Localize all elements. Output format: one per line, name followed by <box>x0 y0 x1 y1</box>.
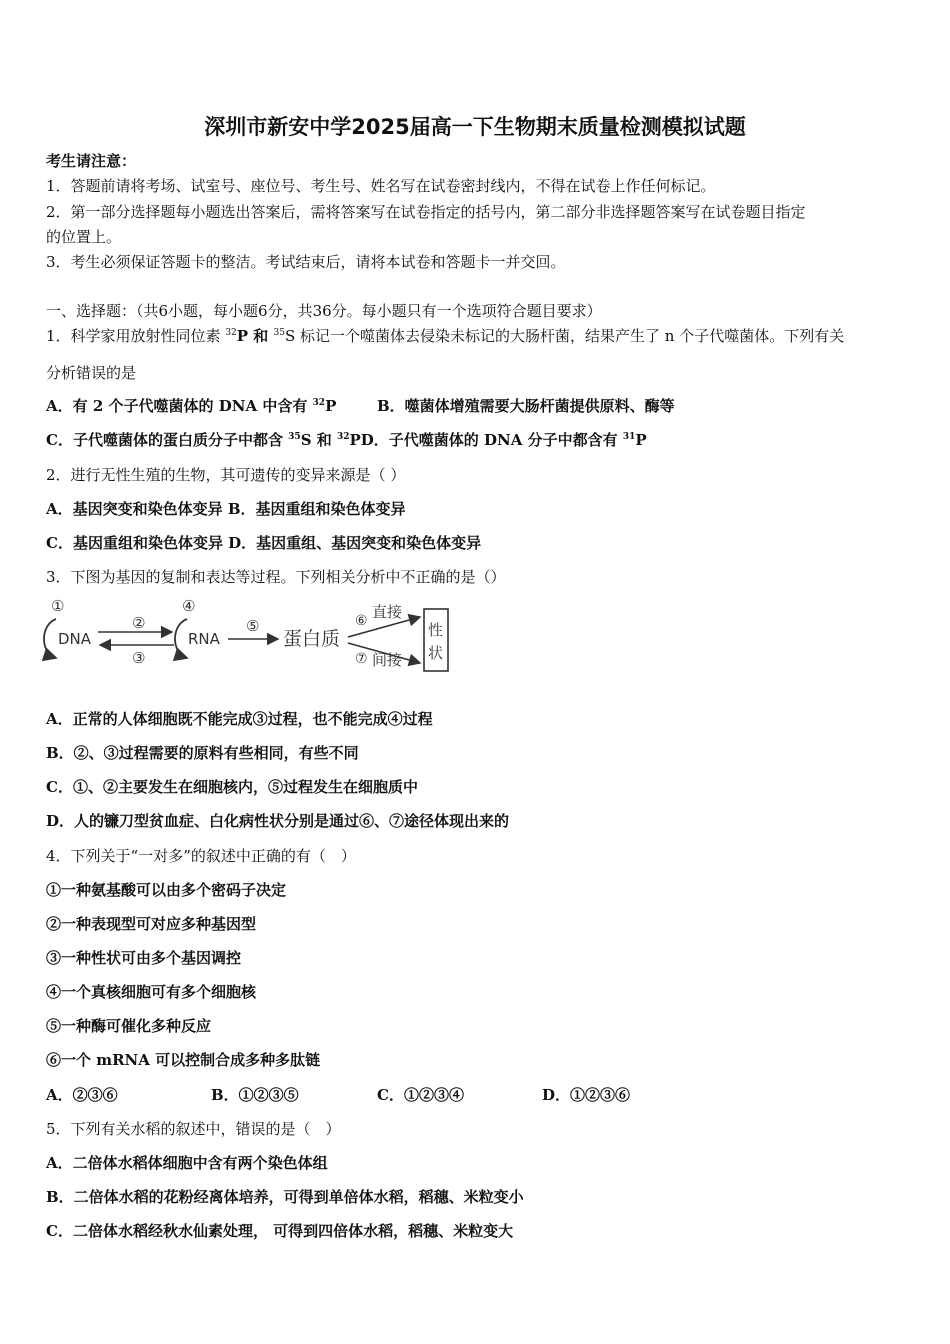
q1-d-text: D．子代噬菌体的 DNA 分子中都含有 <box>360 431 623 449</box>
q1-text-a: 1．科学家用放射性同位素 <box>46 327 226 345</box>
notice-item: 的位置上。 <box>46 228 122 246</box>
q4-statement: ②一种表现型可对应多种基因型 <box>46 915 257 933</box>
section-header: 一、选择题：（共6小题，每小题6分，共36分。每小题只有一个选项符合题目要求） <box>46 302 602 320</box>
q2-options-cd: C．基因重组和染色体变异 D．基因重组、基因突变和染色体变异 <box>46 534 482 552</box>
q1-option-a <box>46 396 336 416</box>
q1-c-text-end: P <box>349 431 361 449</box>
q1-d-sup: 31 <box>622 432 636 442</box>
q4-option-c: C．①②③④ <box>377 1086 464 1104</box>
label-direct: 直接 <box>372 603 403 621</box>
question-5-stem: 5．下列有关水稻的叙述中，错误的是（ ） <box>46 1120 341 1138</box>
label-protein: 蛋白质 <box>283 628 341 650</box>
q2-options-ab: A．基因突变和染色体变异 B．基因重组和染色体变异 <box>46 500 406 518</box>
q1-c-sup: 32 <box>336 432 350 442</box>
question-1-stem <box>46 326 844 346</box>
label-circle-3: ③ <box>132 649 146 667</box>
question-1-stem-cont: 分析错误的是 <box>46 364 137 382</box>
q1-sup: 35 <box>273 328 285 338</box>
q3-option-d: D．人的镰刀型贫血症、白化病性状分别是通过⑥、⑦途径体现出来的 <box>46 812 510 830</box>
q1-sup: 32 <box>225 328 237 338</box>
q5-option-a: A．二倍体水稻体细胞中含有两个染色体组 <box>46 1154 328 1172</box>
gene-expression-diagram <box>42 595 462 685</box>
q1-option-c <box>46 430 647 450</box>
q4-option-b: B．①②③⑤ <box>211 1086 299 1104</box>
q4-statement: ⑤一种酶可催化多种反应 <box>46 1017 212 1035</box>
q1-option-b: B．噬菌体增殖需要大肠杆菌提供原料、酶等 <box>377 397 675 415</box>
notice-heading: 考生请注意： <box>46 152 137 170</box>
q5-option-b: B．二倍体水稻的花粉经离体培养，可得到单倍体水稻，稻穗、米粒变小 <box>46 1188 524 1206</box>
label-circle-2: ② <box>132 614 146 632</box>
q1-c-text: C．子代噬菌体的蛋白质分子中都含 <box>46 431 289 449</box>
label-circle-7: ⑦ <box>355 651 368 667</box>
notice-item: 3．考生必须保证答题卡的整洁。考试结束后，请将本试卷和答题卡一并交回。 <box>46 253 566 271</box>
replication-loop-arrow <box>44 619 56 658</box>
label-circle-6: ⑥ <box>355 613 368 629</box>
q4-option-d: D．①②③⑥ <box>542 1086 631 1104</box>
q1-a-text-end: P <box>325 397 337 415</box>
q3-option-b: B．②、③过程需要的原料有些相同，有些不同 <box>46 744 359 762</box>
label-dna: DNA <box>58 630 92 648</box>
notice-item: 1．答题前请将考场、试室号、座位号、考生号、姓名写在试卷密封线内，不得在试卷上作任何标记。 <box>46 177 716 195</box>
q1-c-text-mid: S 和 <box>300 431 337 449</box>
label-circle-1: ① <box>51 597 65 615</box>
q3-option-a: A．正常的人体细胞既不能完成③过程，也不能完成④过程 <box>46 710 433 728</box>
q4-option-a: A．②③⑥ <box>46 1086 118 1104</box>
label-trait-2: 状 <box>428 644 444 662</box>
question-2-stem: 2．进行无性生殖的生物，其可遗传的变异来源是（ ） <box>46 466 406 484</box>
label-circle-5: ⑤ <box>246 617 260 635</box>
notice-item: 2．第一部分选择题每小题选出答案后，需将答案写在试卷指定的括号内，第二部分非选择题答案写在试卷题目指定 <box>46 203 806 221</box>
q4-statement: ①一种氨基酸可以由多个密码子决定 <box>46 881 287 899</box>
question-3-stem: 3．下图为基因的复制和表达等过程。下列相关分析中不正确的是（） <box>46 568 506 586</box>
q1-text-c: S 标记一个噬菌体去侵染未标记的大肠杆菌，结果产生了 n 个子代噬菌体。下列有关 <box>284 327 845 345</box>
q4-statement: ⑥一个 mRNA 可以控制合成多种多肽链 <box>46 1051 321 1069</box>
question-4-stem: 4．下列关于“一对多”的叙述中正确的有（ ） <box>46 847 356 865</box>
q1-a-text: A．有 2 个子代噬菌体的 DNA 中含有 <box>46 397 313 415</box>
q4-statement: ④一个真核细胞可有多个细胞核 <box>46 983 257 1001</box>
rna-replication-loop-arrow <box>175 619 187 658</box>
page-title: 深圳市新安中学2025届高一下生物期末质量检测模拟试题 <box>204 115 746 139</box>
q3-option-c: C．①、②主要发生在细胞核内，⑤过程发生在细胞质中 <box>46 778 418 796</box>
q1-d-text-end: P <box>635 431 647 449</box>
q1-a-sup: 32 <box>312 398 326 408</box>
q4-statement: ③一种性状可由多个基因调控 <box>46 949 242 967</box>
q1-text-b: P 和 <box>236 327 274 345</box>
label-indirect: 间接 <box>372 651 403 669</box>
q1-c-sup: 35 <box>288 432 301 442</box>
label-trait-1: 性 <box>428 621 444 639</box>
label-circle-4: ④ <box>182 597 196 615</box>
label-rna: RNA <box>188 630 220 648</box>
q5-option-c: C．二倍体水稻经秋水仙素处理， 可得到四倍体水稻，稻穗、米粒变大 <box>46 1222 514 1240</box>
